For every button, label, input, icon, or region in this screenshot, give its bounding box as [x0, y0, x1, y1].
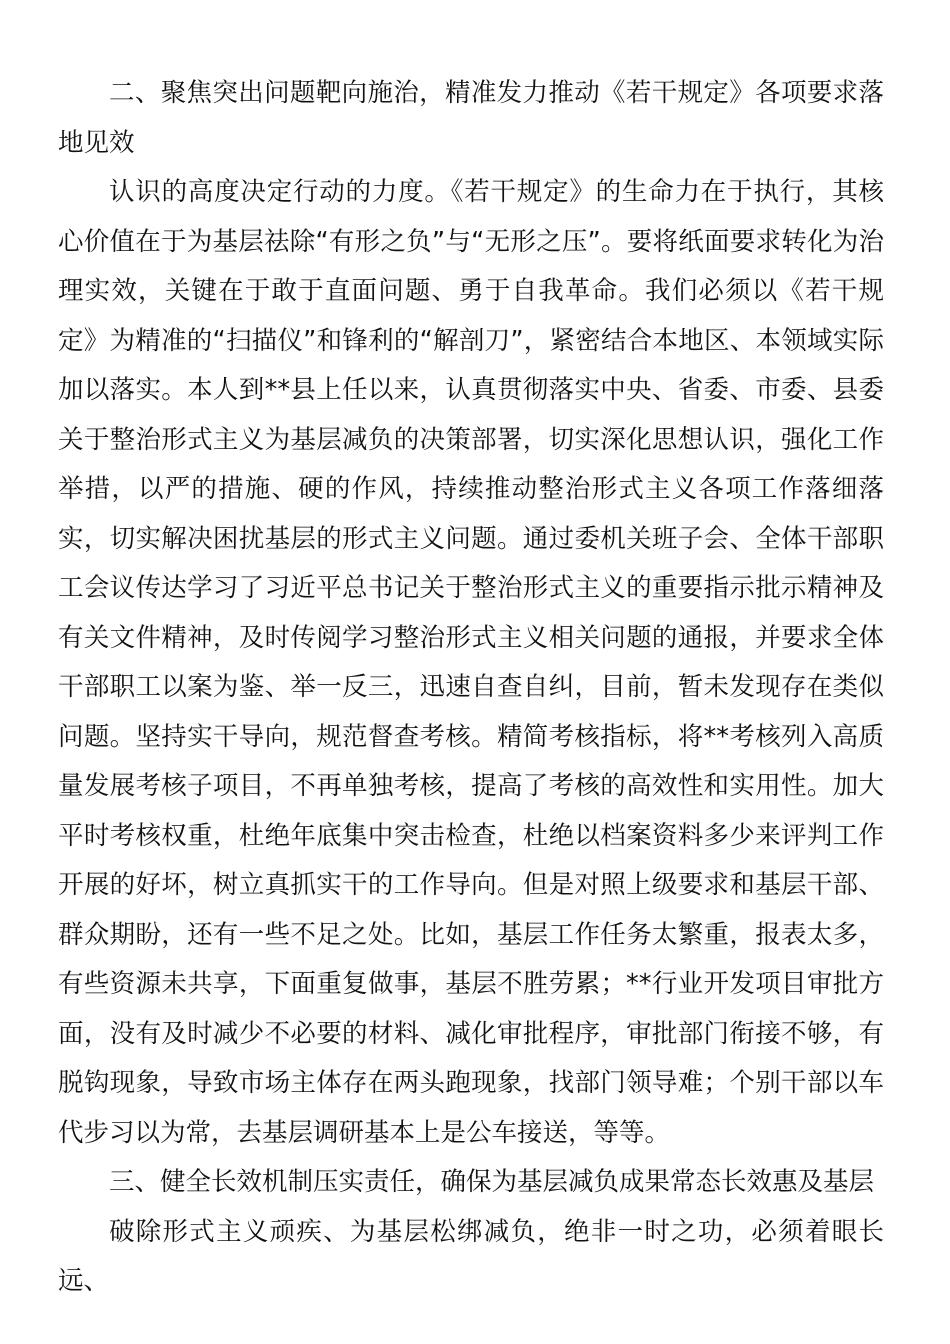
section-heading-3: 三、健全长效机制压实责任，确保为基层减负成果常态长效惠及基层 — [109, 1167, 875, 1197]
body-paragraph-1: 认识的高度决定行动的力度。《若干规定》的生命力在于执行，其核心价值在于为基层祛除“有形之负”与“无形之压”。要将纸面要求转化为治理实效，关键在于敢于直面问题、勇于自我革命。我们必须以《若干规定》为精准的“扫描仪”和锋利的“解剖刀”，紧密结合本地区、本领域实际加以落实。本人到**县上任以来，认真贯彻落实中央、省委、市委、县委关于整治形式主义为基层减负的决策部署，切实深化思想认识，强化工作举措，以严的措施、硬的作风，持续推动整治形式主义各项工作落细落实，切实解决困扰基层的形式主义问题。通过委机关班子会、全体干部职工会议传达学习了习近平总书记关于整治形式主义的重要指示批示精神及有关文件精神，及时传阅学习整治形式主义相关问题的通报，并要求全体干部职工以案为鉴、举一反三，迅速自查自纠，目前，暂未发现存在类似问题。坚持实干导向，规范督查考核。精简考核指标，将**考核列入高质量发展考核子项目，不再单独考核，提高了考核的高效性和实用性。加大平时考核权重，杜绝年底集中突击检查，杜绝以档案资料多少来评判工作开展的好坏，树立真抓实干的工作导向。但是对照上级要求和基层干部、群众期盼，还有一些不足之处。比如，基层工作任务太繁重，报表太多，有些资源未共享，下面重复做事，基层不胜劳累；**行业开发项目审批方面，没有及时减少不必要的材料、减化审批程序，审批部门衔接不够，有脱钩现象，导致市场主体存在两头跑现象，找部门领导难；个别干部以车代步习以为常，去基层调研基本上是公车接送，等等。 — [58, 177, 884, 1148]
document-body — [58, 69, 884, 1307]
body-paragraph-2: 破除形式主义顽疾、为基层松绑减负，绝非一时之功，必须着眼长远、 — [58, 1216, 884, 1296]
section-heading-2: 二、聚焦突出问题靶向施治，精准发力推动《若干规定》各项要求落地见效 — [58, 78, 884, 158]
